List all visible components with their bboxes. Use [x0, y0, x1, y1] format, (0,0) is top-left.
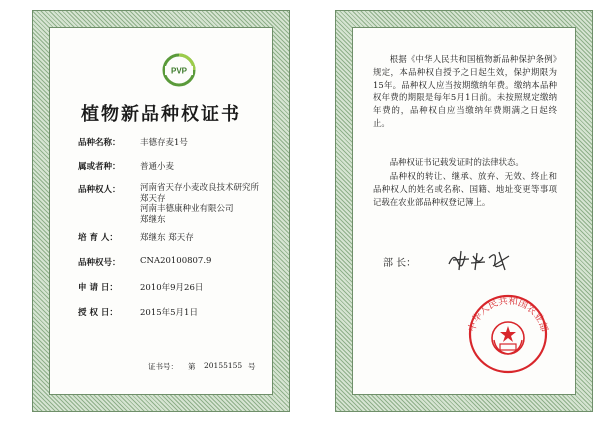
pvp-logo: [161, 52, 197, 88]
application-date-value: 2010年9月26日: [140, 283, 204, 293]
grant-date-value: 2015年5月1日: [140, 308, 198, 318]
logo-text: PVP: [170, 66, 188, 76]
left-page-content: [49, 27, 273, 395]
seal-text: 中华人民共和国农业部: [466, 295, 550, 334]
legal-status-paragraph: 品种权证书记载发证时的法律状态。: [389, 157, 524, 167]
cert-number-prefix: 第: [188, 362, 196, 371]
certificate-left-page: [32, 10, 290, 412]
breeder-value: 郑继东 郑天存: [140, 233, 194, 243]
cert-number-suffix: 号: [248, 362, 256, 371]
right-holder-line: 河南丰德康种业有限公司: [140, 204, 234, 214]
right-holder-line: 郑继东: [140, 214, 166, 225]
right-holder-line: 河南省天存小麦改良技术研究所: [140, 183, 260, 193]
certificate-right-page: [335, 10, 593, 412]
minister-label: 部 长：: [383, 258, 417, 269]
right-holder-label: 品种权人：: [78, 185, 121, 195]
terms-paragraph: 根据《中华人民共和国植物新品种保护条例》规定，本品种权自授予之日起生效，保护期限为15年。品种权人应当按期缴纳年费。缴纳本品种权年费的期限是每年5月1日前。未按照规定缴纳年费的，品种权自应当缴纳年费期满之日起终止。: [373, 54, 557, 128]
breeder-label: 培 育 人：: [78, 233, 118, 243]
variety-name-label: 品种名称：: [78, 138, 121, 148]
grant-date-label: 授 权 日：: [78, 308, 118, 318]
application-date-label: 申 请 日：: [78, 283, 118, 293]
genus-species-label: 属或者种：: [78, 162, 121, 172]
right-number-label: 品种权号：: [78, 258, 121, 268]
cert-number-label: 证书号：: [148, 362, 178, 371]
variety-name-value: 丰德存麦1号: [140, 138, 188, 148]
certificate-title: 植物新品种权证书: [81, 104, 241, 125]
national-emblem-icon: [492, 322, 524, 354]
right-holder-line: 郑天存: [140, 193, 166, 204]
ministry-seal: [463, 290, 553, 374]
right-number-value: CNA20100807.9: [140, 256, 212, 266]
transfer-paragraph: 品种权的转让、继承、放弃、无效、终止和品种权人的姓名或名称、国籍、地址变更等事项记载在农业部品种权登记簿上。: [373, 171, 557, 207]
minister-signature: [445, 248, 515, 274]
right-page-content: [352, 27, 576, 395]
genus-species-value: 普通小麦: [140, 162, 175, 172]
cert-number-value: 20155155: [204, 361, 243, 370]
right-holder-value: [140, 183, 259, 225]
